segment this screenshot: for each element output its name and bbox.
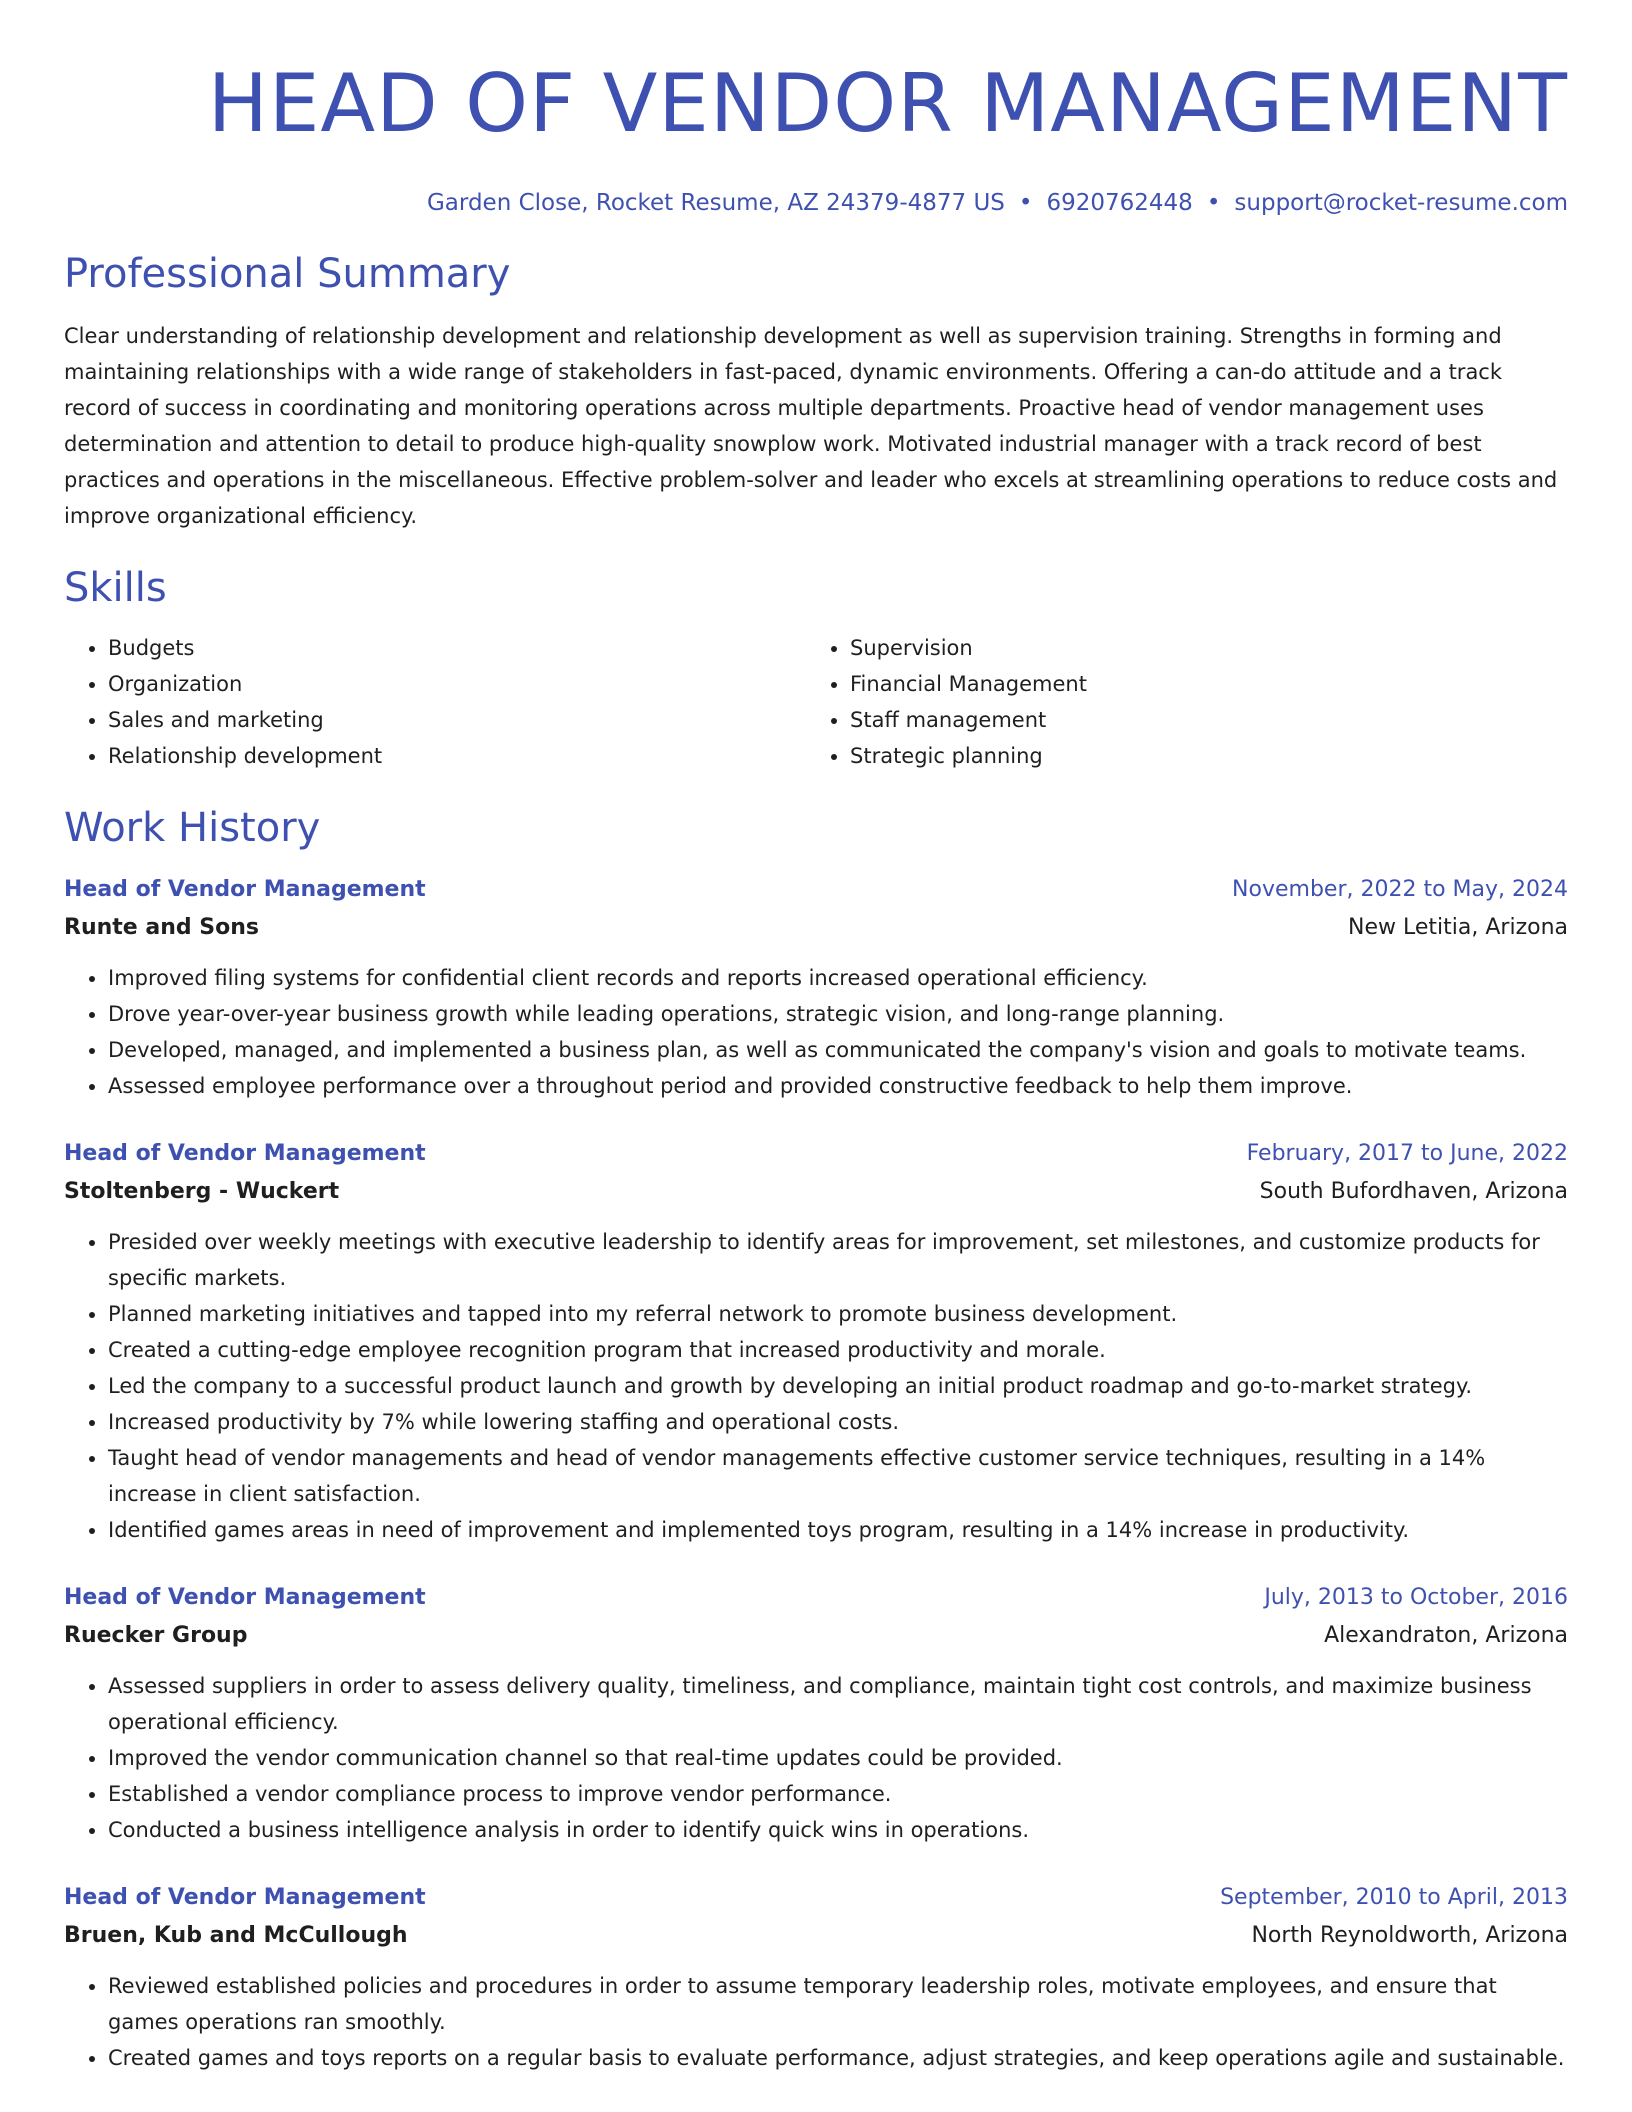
job-bullet: • Presided over weekly meetings with executive leadership to identify areas for improvement, set milestones, and customize products for specific markets.: [108, 1224, 1568, 1296]
job-dates: February, 2017 to June, 2022: [1246, 1141, 1568, 1166]
job-company: Bruen, Kub and McCullough: [64, 1923, 408, 1948]
skill-item: • Staff management: [850, 702, 1548, 738]
job-bullet: • Assessed employee performance over a throughout period and provided constructive feedback to help them improve.: [108, 1068, 1568, 1104]
summary-text: Clear understanding of relationship development and relationship development as well as supervision training. Strengths in forming and maintaining relationships with a wide range of stakeholders in fast-paced, dynamic environments. Offering a can-do attitude and a track record of success in coordinating and monitoring operations across multiple departments. Proactive head of vendor management uses determination and attention to detail to produce high-quality snowplow work. Motivated industrial manager with a track record of best practices and operations in the miscellaneous. Effective problem-solver and leader who excels at streamlining operations to reduce costs and improve organizational efficiency.: [64, 324, 1558, 528]
skill-item: • Relationship development: [108, 738, 806, 774]
skills-column-left: [64, 630, 806, 774]
job-bullet: • Conducted a business intelligence analysis in order to identify quick wins in operations.: [108, 1812, 1568, 1848]
skills-column-right: [806, 630, 1548, 774]
job-bullet: • Drove year-over-year business growth while leading operations, strategic vision, and long-range planning.: [108, 996, 1568, 1032]
job-location: South Bufordhaven, Arizona: [1259, 1179, 1568, 1204]
job-bullet: • Identified games areas in need of improvement and implemented toys program, resulting in a 14% increase in productivity.: [108, 1512, 1568, 1548]
job-bullets: [64, 960, 1568, 1104]
job-dates: September, 2010 to April, 2013: [1220, 1885, 1568, 1910]
job-location: Alexandraton, Arizona: [1324, 1623, 1568, 1648]
skill-item: • Supervision: [850, 630, 1548, 666]
contact-phone: 6920762448: [1046, 190, 1193, 216]
job-title: Head of Vendor Management: [64, 877, 426, 902]
contact-line: [64, 188, 1568, 218]
job-bullet: • Taught head of vendor managements and head of vendor managements effective customer service techniques, resulting in a 14% increase in client satisfaction.: [108, 1440, 1568, 1512]
job-dates: July, 2013 to October, 2016: [1264, 1585, 1568, 1610]
job-company: Stoltenberg - Wuckert: [64, 1179, 340, 1204]
job-bullet: • Established a vendor compliance process to improve vendor performance.: [108, 1776, 1568, 1812]
job-bullet: • Developed, managed, and implemented a business plan, as well as communicated the company's vision and goals to motivate teams.: [108, 1032, 1568, 1068]
job-bullet: • Improved the vendor communication channel so that real-time updates could be provided.: [108, 1740, 1568, 1776]
page-title: HEAD OF VENDOR MANAGEMENT: [207, 57, 1568, 150]
job-entry: [64, 1880, 1568, 2076]
job-bullet: • Planned marketing initiatives and tapped into my referral network to promote business development.: [108, 1296, 1568, 1332]
job-bullet: • Created games and toys reports on a regular basis to evaluate performance, adjust strategies, and keep operations agile and sustainable.: [108, 2040, 1568, 2076]
job-entry: [64, 872, 1568, 1104]
job-title: Head of Vendor Management: [64, 1141, 426, 1166]
job-bullets: [64, 1668, 1568, 1848]
resume-page: [64, 0, 1568, 2076]
skill-item: • Budgets: [108, 630, 806, 666]
contact-separator: •: [1206, 190, 1221, 216]
work-history-heading: Work History: [64, 805, 321, 851]
job-dates: November, 2022 to May, 2024: [1232, 877, 1568, 902]
job-bullet: • Assessed suppliers in order to assess delivery quality, timeliness, and compliance, maintain tight cost controls, and maximize business operational efficiency.: [108, 1668, 1568, 1740]
job-company: Ruecker Group: [64, 1623, 248, 1648]
contact-separator: •: [1018, 190, 1033, 216]
job-bullet: • Reviewed established policies and procedures in order to assume temporary leadership roles, motivate employees, and ensure that games operations ran smoothly.: [108, 1968, 1568, 2040]
job-company: Runte and Sons: [64, 915, 259, 940]
job-title: Head of Vendor Management: [64, 1885, 426, 1910]
job-location: New Letitia, Arizona: [1348, 915, 1568, 940]
job-entry: [64, 1580, 1568, 1848]
skill-item: • Strategic planning: [850, 738, 1548, 774]
skill-item: • Sales and marketing: [108, 702, 806, 738]
job-entry: [64, 1136, 1568, 1548]
skills-list: [64, 630, 1568, 774]
job-bullet: • Increased productivity by 7% while lowering staffing and operational costs.: [108, 1404, 1568, 1440]
skill-item: • Organization: [108, 666, 806, 702]
skill-item: • Financial Management: [850, 666, 1548, 702]
job-location: North Reynoldworth, Arizona: [1251, 1923, 1568, 1948]
job-bullets: [64, 1224, 1568, 1548]
job-bullets: [64, 1968, 1568, 2076]
job-title: Head of Vendor Management: [64, 1585, 426, 1610]
contact-address: Garden Close, Rocket Resume, AZ 24379-4877 US: [426, 190, 1005, 216]
skills-heading: Skills: [64, 565, 167, 611]
job-bullet: • Led the company to a successful product launch and growth by developing an initial product roadmap and go-to-market strategy.: [108, 1368, 1568, 1404]
contact-email: support@rocket-resume.com: [1234, 190, 1568, 216]
job-bullet: • Improved filing systems for confidential client records and reports increased operational efficiency.: [108, 960, 1568, 996]
summary-heading: Professional Summary: [64, 251, 511, 297]
job-bullet: • Created a cutting-edge employee recognition program that increased productivity and morale.: [108, 1332, 1568, 1368]
